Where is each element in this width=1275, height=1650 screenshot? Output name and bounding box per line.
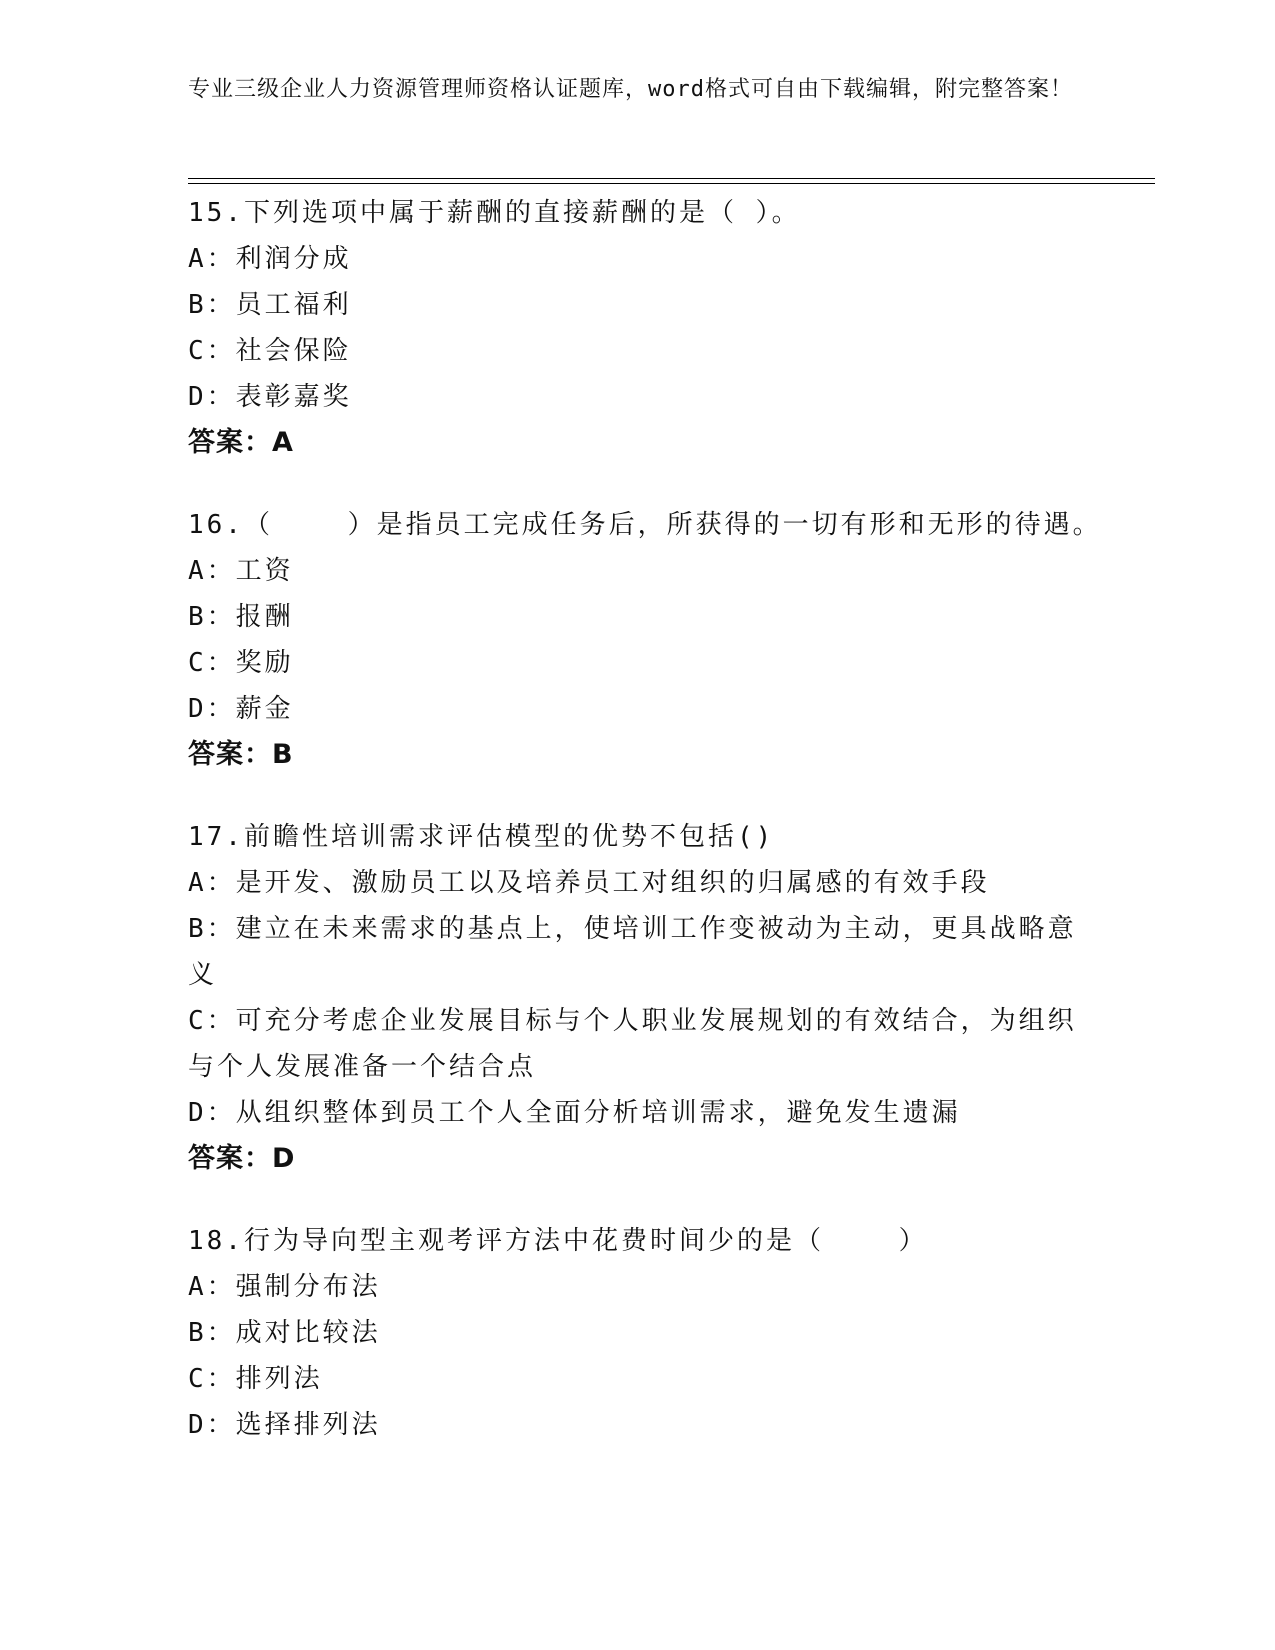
option-d: D：选择排列法 xyxy=(188,1410,381,1440)
option-b: B：建立在未来需求的基点上，使培训工作变被动为主动，更具战略意义 xyxy=(188,914,1077,990)
answer-line: 答案：A xyxy=(188,427,294,458)
option-b: B：员工福利 xyxy=(188,290,352,320)
option-a: A：是开发、激励员工以及培养员工对组织的归属感的有效手段 xyxy=(188,868,990,898)
question-18 xyxy=(188,1218,1088,1448)
header-rule-bottom xyxy=(188,183,1155,184)
answer-line: 答案：D xyxy=(188,1143,296,1174)
question-stem: 16.（ ）是指员工完成任务后，所获得的一切有形和无形的待遇。 xyxy=(188,510,1102,540)
option-c: C：社会保险 xyxy=(188,336,352,366)
document-header: 专业三级企业人力资源管理师资格认证题库，word格式可自由下载编辑，附完整答案！ xyxy=(188,77,1073,102)
option-c: C：可充分考虑企业发展目标与个人职业发展规划的有效结合，为组织与个人发展准备一个结合点 xyxy=(188,1006,1077,1082)
option-d: D：从组织整体到员工个人全面分析培训需求，避免发生遗漏 xyxy=(188,1098,961,1128)
question-stem: 15.下列选项中属于薪酬的直接薪酬的是（ ）。 xyxy=(188,198,801,228)
question-stem: 18.行为导向型主观考评方法中花费时间少的是（ ） xyxy=(188,1226,928,1256)
question-17 xyxy=(188,814,1088,1182)
option-a: A：强制分布法 xyxy=(188,1272,381,1302)
option-a: A：利润分成 xyxy=(188,244,352,274)
option-d: D：表彰嘉奖 xyxy=(188,382,352,412)
option-c: C：奖励 xyxy=(188,648,294,678)
question-list xyxy=(188,190,1102,1484)
option-c: C：排列法 xyxy=(188,1364,323,1394)
question-15 xyxy=(188,190,1088,466)
header-rule-top xyxy=(188,178,1155,179)
question-16 xyxy=(188,502,1102,778)
option-b: B：成对比较法 xyxy=(188,1318,381,1348)
question-stem: 17.前瞻性培训需求评估模型的优势不包括() xyxy=(188,822,775,852)
option-d: D：薪金 xyxy=(188,694,294,724)
option-a: A：工资 xyxy=(188,556,294,586)
answer-line: 答案：B xyxy=(188,739,294,770)
option-b: B：报酬 xyxy=(188,602,294,632)
